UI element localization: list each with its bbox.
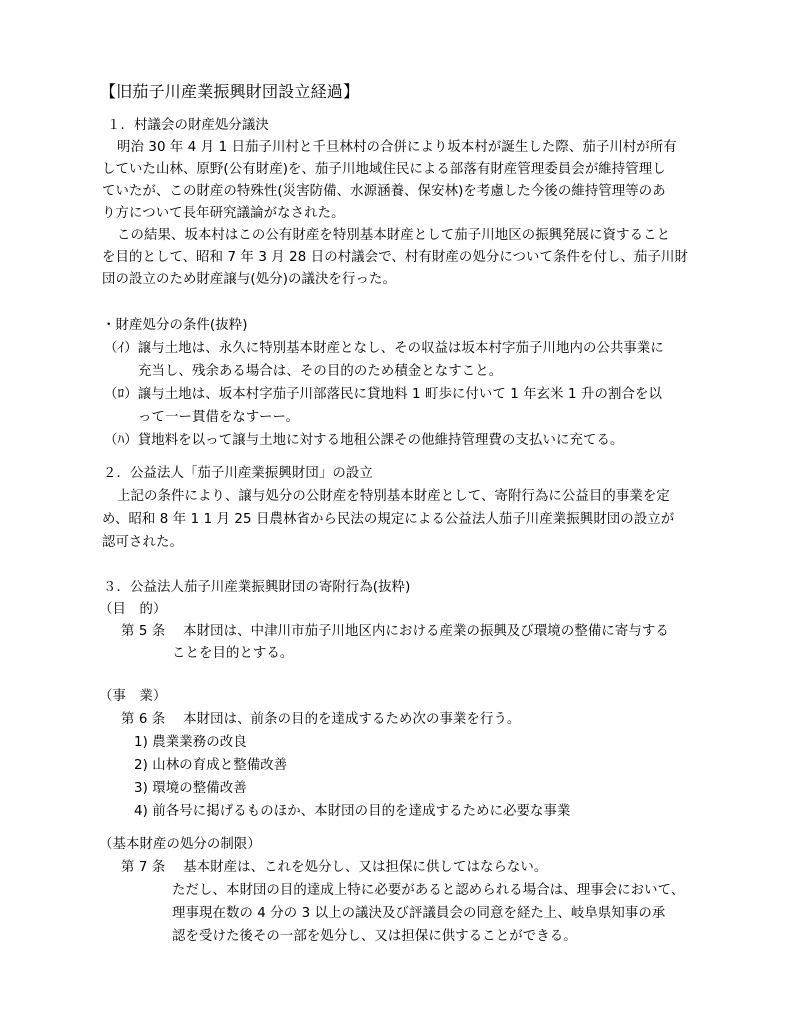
section1-p2-line3: 団の設立のため財産譲与(処分)の議決を行った。 bbox=[102, 272, 396, 287]
section2-line3: 認可された。 bbox=[102, 535, 183, 550]
article7-line1: ただし、本財団の目的達成上特に必要があると認められる場合は、理事会において、 bbox=[172, 883, 685, 898]
restriction-label: （基本財産の処分の制限） bbox=[99, 837, 261, 852]
business-item-1: 1) 農業業務の改良 bbox=[134, 735, 247, 750]
section1-heading: １．村議会の財産処分議決 bbox=[107, 118, 269, 133]
section1-p1-line4: り方について長年研究議論がなされた。 bbox=[102, 206, 345, 221]
article7-line3: 認を受けた後その一部を処分し、又は担保に供することができる。 bbox=[172, 929, 577, 944]
conditions-heading: ・財産処分の条件(抜粋) bbox=[102, 318, 248, 333]
condition-i: （ｲ）譲与土地は、永久に特別基本財産となし、その収益は坂本村字茄子川地内の公共事業に bbox=[104, 341, 664, 356]
condition-ha: （ﾊ）貸地料を以って譲与土地に対する地租公課その他維持管理費の支払いに充てる。 bbox=[104, 433, 624, 448]
section1-p1-line3: ていたが、この財産の特殊性(災害防備、水源涵養、保安林)を考慮した今後の維持管理等のあ bbox=[102, 184, 666, 199]
document-title: 【旧茄子川産業振興財団設立経過】 bbox=[100, 82, 360, 101]
business-item-2: 2) 山林の育成と整備改善 bbox=[134, 758, 288, 773]
section2-heading: ２．公益法人「茄子川産業振興財団」の設立 bbox=[103, 466, 373, 481]
section2-line2: め、昭和 8 年 1 1 月 25 日農林省から民法の規定による公益法人茄子川産業振興財団の設立が bbox=[102, 512, 675, 527]
business-item-3: 3) 環境の整備改善 bbox=[134, 781, 247, 796]
section3-heading: ３．公益法人茄子川産業振興財団の寄附行為(抜粋) bbox=[103, 580, 411, 595]
section1-p2-line2: を目的として、昭和 7 年 3 月 28 日の村議会で、村有財産の処分について条件を付し、茄子川財 bbox=[102, 250, 688, 265]
condition-ro: （ﾛ）譲与土地は、坂本村字茄子川部落民に貸地料 1 町歩に付いて 1 年玄米 1 升の割合を以 bbox=[104, 387, 662, 402]
article5-cont: ことを目的とする。 bbox=[172, 646, 294, 661]
section1-p2-line1: この結果、坂本村はこの公有財産を特別基本財産として茄子川地区の振興発展に資すること bbox=[117, 228, 671, 243]
section1-p1-line2: していた山林、原野(公有財産)を、茄子川地域住民による部落有財産管理委員会が維持管理し bbox=[102, 162, 666, 177]
article5: 第 5 条 本財団は、中津川市茄子川地区内における産業の振興及び環境の整備に寄与する bbox=[121, 624, 669, 639]
condition-i-cont: 充当し、残余ある場合は、その目的のため積金となすこと。 bbox=[138, 364, 503, 379]
business-item-4: 4) 前各号に掲げるものほか、本財団の目的を達成するために必要な事業 bbox=[134, 804, 571, 819]
article7: 第 7 条 基本財産は、これを処分し、又は担保に供してはならない。 bbox=[121, 860, 548, 875]
business-label: （事 業） bbox=[99, 689, 167, 704]
article6: 第 6 条 本財団は、前条の目的を達成するため次の事業を行う。 bbox=[121, 712, 521, 727]
condition-ro-cont: って一ー貫借をなすーー。 bbox=[138, 410, 299, 425]
purpose-label: （目 的） bbox=[99, 602, 167, 617]
section2-line1: 上記の条件により、譲与処分の公財産を特別基本財産として、寄附行為に公益目的事業を定 bbox=[117, 489, 670, 504]
section1-p1-line1: 明治 30 年 4 月 1 日茄子川村と千旦林村の合併により坂本村が誕生した際、茄子川村が所有 bbox=[117, 140, 677, 155]
article7-line2: 理事現在数の 4 分の 3 以上の議決及び評議員会の同意を経た上、岐阜県知事の承 bbox=[172, 906, 666, 921]
